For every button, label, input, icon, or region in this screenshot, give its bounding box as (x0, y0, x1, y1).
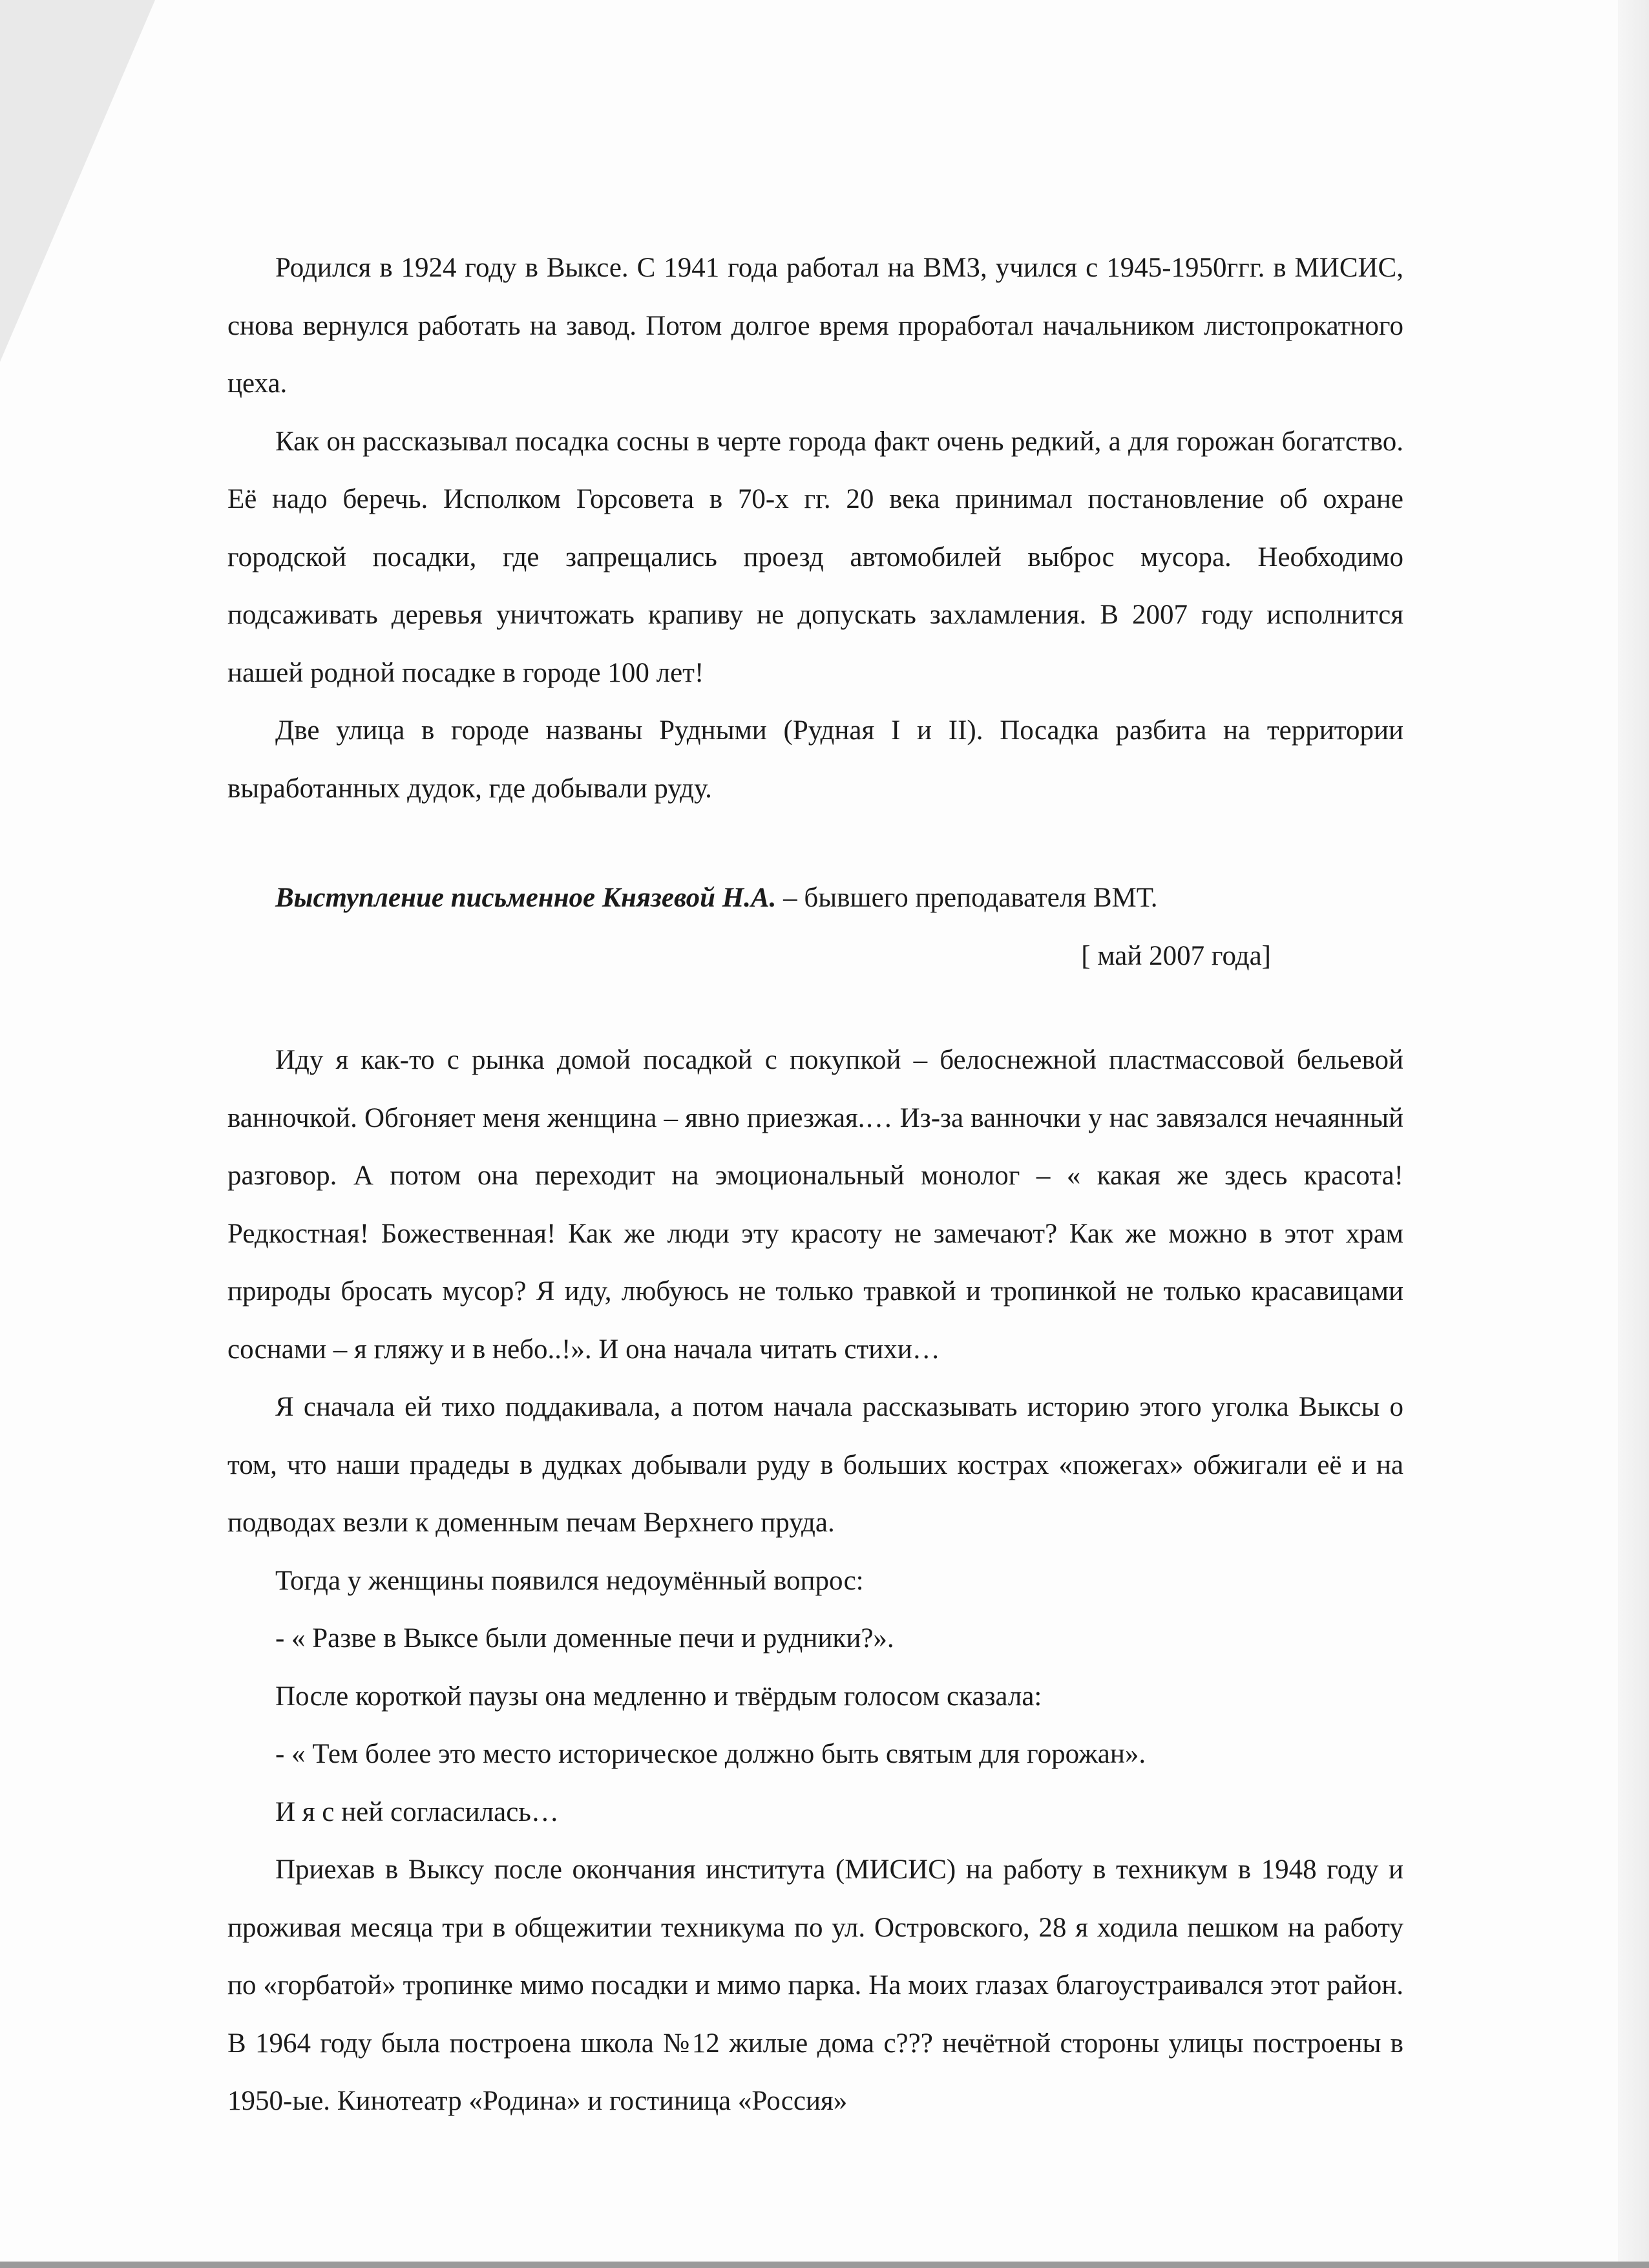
speech-role: – бывшего преподавателя ВМТ. (776, 883, 1158, 913)
paragraph-biography: Родился в 1924 году в Выксе. С 1941 года работал на ВМЗ, учился с 1945-1950ггг. в МИСИС, снова вернулся работать на завод. Потом долгое время проработал начальником листопрокатного цеха. (227, 253, 1403, 399)
dialog-line: И я с ней согласилась… (275, 1796, 559, 1827)
page-corner-fold (0, 0, 155, 362)
paragraph-arrival: Приехав в Выксу после окончания института (МИСИС) на работу в техникум в 1948 году и проживая месяца три в общежитии техникума по ул. Островского, 28 я ходила пешком на работу по «горбатой» тропинке мимо посадки и мимо парка. На моих глазах благоустраивался этот район. В 1964 году была построена школа №12 жилые дома с??? нечётной стороны улицы построены в 1950-ые. Кинотеатр «Родина» и гостиница «Россия» (227, 1854, 1403, 2116)
dialog-line: После короткой паузы она медленно и твёрдым голосом сказала: (275, 1681, 1042, 1712)
speech-date: [ май 2007 года] (1081, 940, 1271, 971)
paragraph-market-walk: Иду я как-то с рынка домой посадкой с покупкой – белоснежной пластмассовой бельевой ванночкой. Обгоняет меня женщина – явно приезжая.… Из-за ванночки у нас завязался нечаянный разговор. А потом она переходит на эмоциональный монолог – « какая же здесь красота! Редкостная! Божественная! Как же люди эту красоту не замечают? Как же можно в этот храм природы бросать мусор? Я иду, любуюсь не только травкой и тропинкой не только красавицами соснами – я гляжу и в небо..!». И она начала читать стихи… (227, 1045, 1403, 1365)
paragraph-pine-planting: Как он рассказывал посадка сосны в черте города факт очень редкий, а для горожан богатство. Её надо беречь. Исполком Горсовета в 70-х гг. 20 века принимал постановление об охране городской посадки, где запрещались проезд автомобилей выброс мусора. Необходимо подсаживать деревья уничтожать крапиву не допускать захламления. В 2007 году исполнится нашей родной посадке в городе 100 лет! (227, 426, 1403, 688)
paragraph-history: Я сначала ей тихо поддакивала, а потом начала рассказывать историю этого уголка Выксы о том, что наши прадеды в дудках добывали руду в больших кострах «пожегах» обжигали её и на подводах везли к доменным печам Верхнего пруда. (227, 1392, 1403, 1538)
dialog-line: - « Тем более это место историческое должно быть святым для горожан». (275, 1739, 1146, 1769)
paragraph-streets: Две улица в городе названы Рудными (Рудная I и II). Посадка разбита на территории выработанных дудок, где добывали руду. (227, 715, 1403, 804)
document-body (227, 239, 1403, 2130)
section-gap (227, 985, 1403, 1031)
dialog-line: - « Разве в Выксе были доменные печи и рудники?». (275, 1623, 894, 1654)
scan-bottom-edge (0, 2262, 1649, 2268)
dialog-line: Тогда у женщины появился недоумённый вопрос: (275, 1565, 864, 1596)
page-right-edge (1618, 0, 1649, 2268)
speech-heading (227, 869, 1403, 927)
section-gap (227, 817, 1403, 869)
speech-speaker: Выступление письменное Князевой Н.А. (275, 883, 777, 913)
